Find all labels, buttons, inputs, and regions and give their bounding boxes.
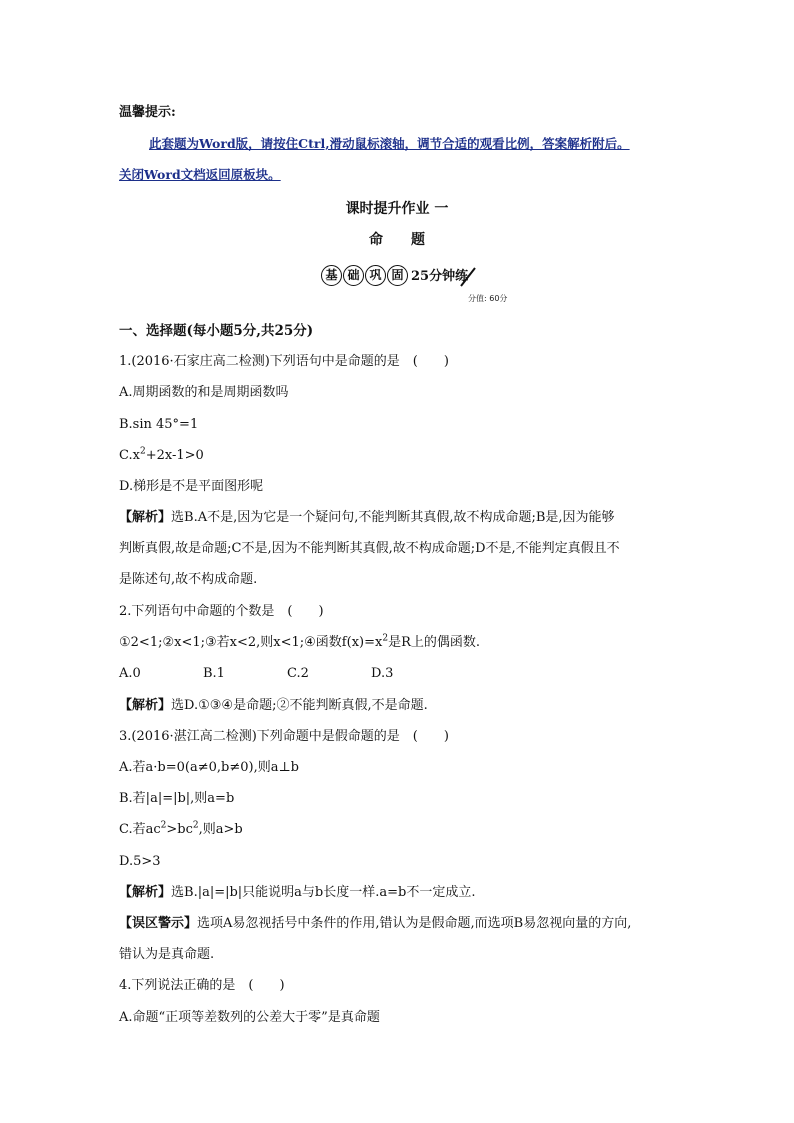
q2-stem: 2.下列语句中命题的个数是 ( ) [119,604,324,619]
analysis-tag: 【解析】 [119,698,172,713]
q3-option-b: B.若|a|=|b|,则a=b [119,791,235,806]
q2-option-b: B.1 [203,666,225,681]
q2-items: ①2<1;②x<1;③若x<2,则x<1;④函数$f(x)=x^2$是R上的偶函数. [119,633,480,650]
q1-explanation-1: 【解析】选B.A不是,因为它是一个疑问句,不能判断其真假,故不构成命题;B是,因为能够 [119,510,615,525]
q2-option-c: C.2 [287,666,309,681]
pencil-stroke-icon [459,266,477,288]
q1-explanation-2: 判断真假,故是命题;C不是,因为不能判断其真假,故不构成命题;D不是,不能判定真假且不 [119,541,620,556]
q2-explanation: 【解析】选D.①③④是命题;②不能判断真假,不是命题. [119,698,428,713]
q4-stem: 4.下列说法正确的是 ( ) [119,978,285,993]
banner-char: 基 [321,265,342,286]
q2-options [119,665,393,683]
banner-char: 巩 [365,265,386,286]
page-title: 课时提升作业 一 [345,201,449,217]
banner-time: 25分钟练 [411,269,469,284]
q1-option-d: D.梯形是不是平面图形呢 [119,479,264,494]
q2-option-a: A.0 [119,666,141,681]
tip-title: 温馨提示: [119,105,176,120]
section-heading: 一、选择题(每小题5分,共25分) [119,323,314,339]
q2-option-d: D.3 [371,666,394,681]
q4-option-a: A.命题“正项等差数列的公差大于零”是真命题 [119,1010,380,1025]
banner-char: 础 [343,265,364,286]
banner-char: 固 [387,265,408,286]
q3-warning-1: 【误区警示】选项A易忽视括号中条件的作用,错认为是假命题,而选项B易忽视向量的方向, [119,916,632,931]
q3-stem: 3.(2016·湛江高二检测)下列命题中是假命题的是 ( ) [119,729,449,744]
tip-line-2: 关闭Word文档返回原板块。 [119,167,281,182]
analysis-tag: 【解析】 [119,885,172,900]
warning-tag: 【误区警示】 [119,916,198,931]
q3-option-c: C.若$ac^2>bc^2$,则a>b [119,820,243,837]
practice-banner [321,264,481,290]
q1-explanation-3: 是陈述句,故不构成命题. [119,572,258,587]
q1-option-b: B.sin 45°=1 [119,417,199,432]
q1-option-a: A.周期函数的和是周期函数吗 [119,385,289,400]
q3-option-a: A.若a·b=0(a≠0,b≠0),则a⊥b [119,760,299,775]
score-label: 分值: 60分 [468,294,508,303]
q3-warning-2: 错认为是真命题. [119,947,215,962]
q3-explanation: 【解析】选B.|a|=|b|只能说明a与b长度一样.a=b不一定成立. [119,885,476,900]
q1-option-c: $C.x^2+2x-1>0$ [119,446,204,463]
tip-line-1: 此套题为Word版，请按住Ctrl,滑动鼠标滚轴，调节合适的观看比例，答案解析附后。 [149,136,630,151]
q1-stem: 1.(2016·石家庄高二检测)下列语句中是命题的是 ( ) [119,354,449,369]
page-subtitle: 命 题 [369,232,425,248]
q3-option-d: D.5>3 [119,854,161,869]
analysis-tag: 【解析】 [119,510,172,525]
